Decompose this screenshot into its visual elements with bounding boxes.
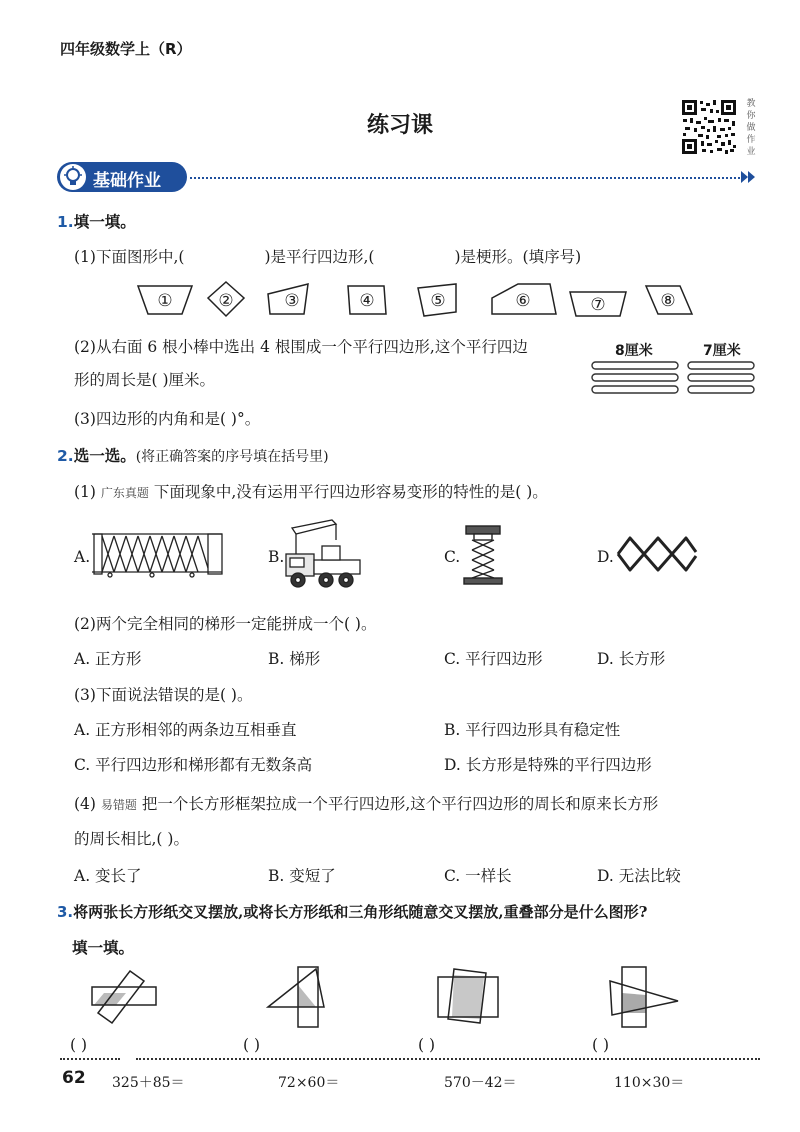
q1-part1-text-b: )是平行四边形,(	[264, 248, 375, 266]
footer-divider	[136, 1058, 760, 1060]
qr-code[interactable]	[680, 98, 738, 156]
q1-part1-text-a: (1)下面图形中,(	[74, 248, 185, 266]
page-title: 练习课	[366, 113, 433, 138]
qr-caption-char: 教	[746, 99, 756, 109]
q2-part3: (3)下面说法错误的是( )。	[74, 686, 253, 704]
section-banner	[57, 162, 187, 192]
q1-shapes	[120, 278, 710, 322]
q1-number: 1.	[57, 213, 74, 231]
q3-answer-blank-1[interactable]: ( )	[70, 1036, 88, 1054]
q2-part1	[74, 480, 548, 502]
shape-label-8: ⑧	[660, 291, 676, 311]
telescopic-lattice-image	[614, 534, 700, 574]
footer-divider-left	[60, 1058, 120, 1060]
stick-8cm-3	[592, 386, 678, 393]
q3-answer-blank-4[interactable]: ( )	[592, 1036, 610, 1054]
stick-8cm-1	[592, 362, 678, 369]
q1-title: 填一填。	[73, 212, 136, 231]
stick-8cm-2	[592, 374, 678, 381]
footer-calc-1: 325＋85＝	[112, 1075, 185, 1091]
double-arrow-icon	[741, 169, 757, 189]
q2-option-d-label[interactable]: D.	[597, 548, 614, 566]
stick-label-8cm: 8厘米	[615, 343, 653, 359]
section-label: 基础作业	[93, 171, 161, 191]
q2-part3-option-d[interactable]: D. 长方形是特殊的平行四边形	[444, 756, 652, 774]
qr-caption-char: 业	[746, 147, 756, 157]
stick-label-7cm: 7厘米	[703, 343, 741, 359]
q2-option-a-label[interactable]: A.	[74, 548, 91, 566]
q2-part2-option-c[interactable]: C. 平行四边形	[444, 650, 543, 668]
q3-instruction: 填一填。	[72, 938, 135, 957]
q3-answer-blank-2[interactable]: ( )	[243, 1036, 261, 1054]
shape-label-5: ⑤	[430, 291, 446, 311]
scissor-lift-image	[460, 524, 506, 586]
q2-part2-option-b[interactable]: B. 梯形	[268, 650, 321, 668]
q3-number: 3.	[57, 903, 74, 921]
retractable-gate-image	[92, 528, 226, 578]
stick-7cm-3	[688, 386, 754, 393]
shape-label-4: ④	[359, 291, 375, 311]
shape-label-7: ⑦	[590, 295, 606, 315]
footer-calc-2: 72×60＝	[278, 1075, 340, 1091]
footer-calc-4: 110×30＝	[614, 1075, 685, 1091]
crane-truck-image	[282, 516, 364, 594]
q2-heading	[57, 444, 329, 466]
q2-part1-index: (1)	[74, 483, 96, 501]
q1-part1	[74, 245, 581, 267]
stick-7cm-2	[688, 374, 754, 381]
q3-answer-blank-3[interactable]: ( )	[418, 1036, 436, 1054]
qr-code-graphic	[680, 98, 738, 156]
stick-7cm-1	[688, 362, 754, 369]
qr-caption-char: 作	[746, 135, 756, 145]
q2-part4-text: 把一个长方形框架拉成一个平行四边形,这个平行四边形的周长和原来长方形	[141, 795, 659, 813]
q2-part4-line1	[74, 792, 658, 814]
shape-label-1: ①	[157, 291, 173, 311]
q1-part3: (3)四边形的内角和是( )°。	[74, 410, 261, 428]
qr-caption-char: 你	[746, 111, 756, 121]
q2-part4-option-d[interactable]: D. 无法比较	[597, 867, 681, 885]
lightbulb-icon	[60, 164, 86, 190]
q2-part4-option-b[interactable]: B. 变短了	[268, 867, 336, 885]
q2-number: 2.	[57, 447, 74, 465]
book-header: 四年级数学上（R）	[60, 40, 192, 58]
page-number: 62	[62, 1068, 86, 1088]
section-divider	[190, 177, 740, 179]
q2-note: (将正确答案的序号填在括号里)	[135, 449, 329, 465]
q2-part4-line2: 的周长相比,( )。	[74, 830, 189, 848]
qr-caption-char: 做	[746, 123, 756, 133]
q3-figure-4	[604, 965, 684, 1029]
q3-figure-3	[434, 965, 504, 1027]
sticks-figure	[590, 360, 760, 400]
q3-heading	[57, 901, 647, 922]
q3-text: 将两张长方形纸交叉摆放,或将长方形纸和三角形纸随意交叉摆放,重叠部分是什么图形?	[73, 903, 648, 921]
shape-label-3: ③	[284, 291, 300, 311]
qr-caption	[744, 98, 758, 158]
q2-option-c-label[interactable]: C.	[444, 548, 461, 566]
q2-title: 选一选。	[73, 446, 136, 465]
q1-part2-line1: (2)从右面 6 根小棒中选出 4 根围成一个平行四边形,这个平行四边	[74, 338, 528, 356]
q2-part2-option-a[interactable]: A. 正方形	[74, 650, 142, 668]
q1-part1-text-c: )是梗形。(填序号)	[454, 248, 582, 266]
q2-part3-option-a[interactable]: A. 正方形相邻的两条边互相垂直	[74, 721, 297, 739]
shape-label-2: ②	[218, 291, 234, 311]
q2-part4-index: (4)	[74, 795, 96, 813]
footer-calc-3: 570－42＝	[444, 1075, 517, 1091]
q1-part2-line2: 形的周长是( )厘米。	[74, 371, 216, 389]
q1-heading	[57, 210, 136, 232]
q2-part1-tag: 广东真题	[100, 486, 149, 500]
q2-part2: (2)两个完全相同的梯形一定能拼成一个( )。	[74, 615, 377, 633]
q2-part2-option-d[interactable]: D. 长方形	[597, 650, 666, 668]
q2-option-b-label[interactable]: B.	[268, 548, 285, 566]
q3-figure-2	[264, 965, 334, 1029]
shape-label-6: ⑥	[515, 291, 531, 311]
q2-part3-option-b[interactable]: B. 平行四边形具有稳定性	[444, 721, 621, 739]
q2-part4-tag: 易错题	[100, 798, 137, 812]
q2-part1-text: 下面现象中,没有运用平行四边形容易变形的特性的是( )。	[153, 483, 548, 501]
q2-part4-option-c[interactable]: C. 一样长	[444, 867, 512, 885]
q3-figure-1	[86, 965, 166, 1025]
q2-part4-option-a[interactable]: A. 变长了	[74, 867, 142, 885]
q2-part3-option-c[interactable]: C. 平行四边形和梯形都有无数条高	[74, 756, 313, 774]
